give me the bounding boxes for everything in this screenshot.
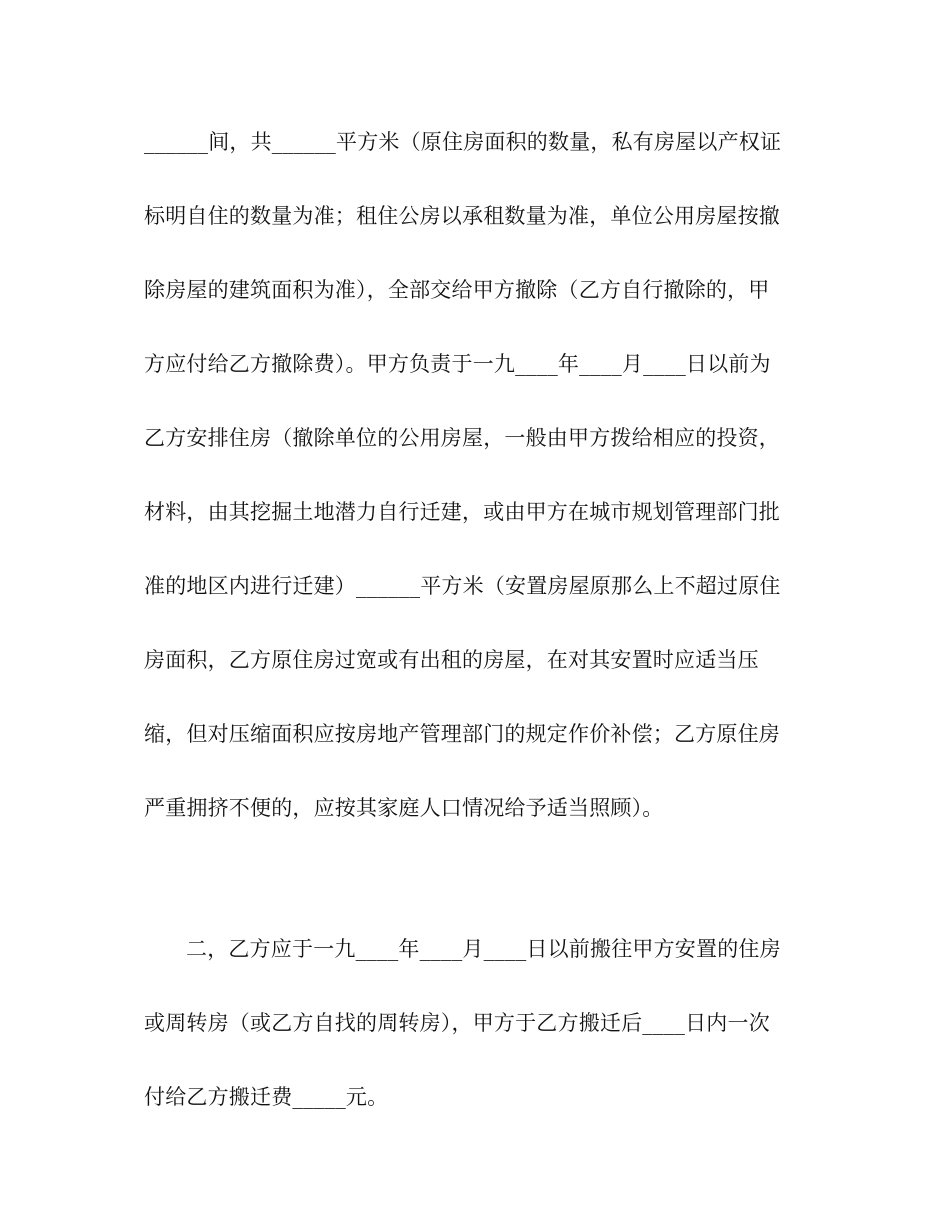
paragraph-line: 房面积，乙方原住房过宽或有出租的房屋，在对其安置时应适当压	[144, 648, 759, 672]
paragraph-line: 方应付给乙方撤除费）。甲方负责于一九____年____月____日以前为	[144, 352, 771, 376]
paragraph-line: 付给乙方搬迁费_____元。	[144, 1085, 389, 1109]
paragraph-line: 或周转房（或乙方自找的周转房），甲方于乙方搬迁后____日内一次	[144, 1011, 770, 1035]
paragraph-line: 缩，但对压缩面积应按房地产管理部门的规定作价补偿；乙方原住房	[144, 722, 780, 746]
paragraph-line: 除房屋的建筑面积为准），全部交给甲方撤除（乙方自行撤除的，甲	[144, 278, 770, 302]
paragraph-line: 二，乙方应于一九____年____月____日以前搬往甲方安置的住房	[186, 937, 781, 961]
paragraph-line: 材料，由其挖掘土地潜力自行迁建，或由甲方在城市规划管理部门批	[144, 500, 780, 524]
paragraph-line: 标明自住的数量为准；租住公房以承租数量为准，单位公用房屋按撤	[144, 204, 780, 228]
paragraph-line: 严重拥挤不便的，应按其家庭人口情况给予适当照顾）。	[144, 796, 664, 820]
paragraph-line: 准的地区内进行迁建）______平方米（安置房屋原那么上不超过原住	[144, 574, 781, 598]
paragraph-line: 乙方安排住房（撤除单位的公用房屋，一般由甲方拨给相应的投资，	[144, 426, 780, 450]
paragraph-line: ______间，共______平方米（原住房面积的数量，私有房屋以产权证	[144, 130, 782, 154]
